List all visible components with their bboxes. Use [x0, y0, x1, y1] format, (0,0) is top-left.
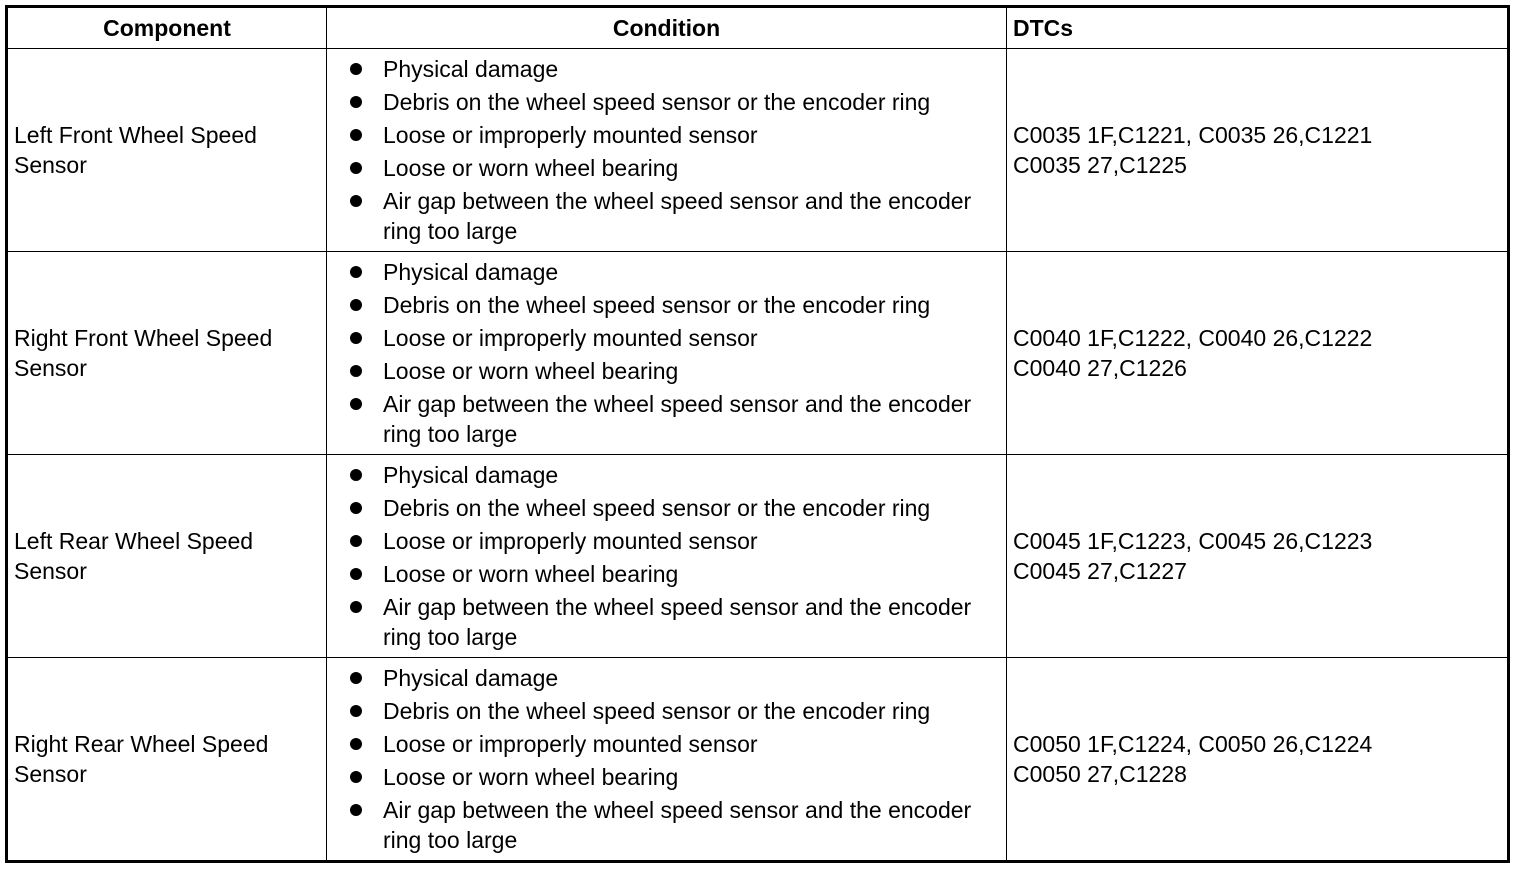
condition-text: Loose or improperly mounted sensor	[383, 121, 758, 148]
condition-item	[383, 493, 1006, 523]
condition-cell	[327, 657, 1007, 861]
component-name-line-1: Right Front Wheel Speed	[14, 324, 273, 351]
condition-text: Loose or worn wheel bearing	[383, 560, 679, 587]
table-row-3	[7, 454, 1509, 657]
condition-item	[383, 526, 1006, 556]
bullet-icon	[350, 738, 362, 750]
header-row	[7, 7, 1509, 49]
condition-item	[383, 795, 1006, 855]
condition-item	[383, 87, 1006, 117]
condition-text: Air gap between the wheel speed sensor and the encoder ring too large	[383, 796, 972, 853]
header-component: Component	[7, 7, 327, 49]
component-name-line-1: Left Rear Wheel Speed	[14, 527, 254, 554]
bullet-icon	[350, 705, 362, 717]
bullet-icon	[350, 804, 362, 816]
dtc-line-1: C0045 1F,C1223, C0045 26,C1223	[1013, 527, 1373, 554]
bullet-icon	[350, 601, 362, 613]
header-condition: Condition	[327, 7, 1007, 49]
component-name-line-2: Sensor	[14, 151, 87, 178]
condition-text: Loose or worn wheel bearing	[383, 154, 679, 181]
condition-text: Debris on the wheel speed sensor or the encoder ring	[383, 494, 931, 521]
condition-text: Debris on the wheel speed sensor or the encoder ring	[383, 697, 931, 724]
dtc-cell	[1007, 251, 1509, 454]
component-cell	[7, 657, 327, 861]
condition-text: Loose or improperly mounted sensor	[383, 324, 758, 351]
dtc-line-2: C0035 27,C1225	[1013, 151, 1187, 178]
condition-item	[383, 559, 1006, 589]
bullet-icon	[350, 63, 362, 75]
condition-item	[383, 729, 1006, 759]
bullet-icon	[350, 469, 362, 481]
condition-text: Physical damage	[383, 258, 559, 285]
bullet-icon	[350, 266, 362, 278]
condition-text: Debris on the wheel speed sensor or the encoder ring	[383, 291, 931, 318]
table-row-4	[7, 657, 1509, 861]
condition-item	[383, 389, 1006, 449]
condition-text: Loose or improperly mounted sensor	[383, 527, 758, 554]
bullet-icon	[350, 568, 362, 580]
condition-item	[383, 54, 1006, 84]
dtc-line-2: C0045 27,C1227	[1013, 557, 1187, 584]
condition-item	[383, 663, 1006, 693]
condition-cell	[327, 454, 1007, 657]
condition-text: Loose or worn wheel bearing	[383, 763, 679, 790]
component-name-line-1: Right Rear Wheel Speed	[14, 730, 269, 757]
component-name-line-2: Sensor	[14, 354, 87, 381]
condition-item	[383, 323, 1006, 353]
condition-cell	[327, 251, 1007, 454]
bullet-icon	[350, 299, 362, 311]
bullet-icon	[350, 162, 362, 174]
component-cell	[7, 49, 327, 252]
bullet-icon	[350, 195, 362, 207]
condition-item	[383, 762, 1006, 792]
condition-text: Air gap between the wheel speed sensor and the encoder ring too large	[383, 390, 972, 447]
condition-list	[327, 460, 1006, 652]
condition-list	[327, 257, 1006, 449]
condition-item	[383, 460, 1006, 490]
condition-cell	[327, 49, 1007, 252]
dtc-line-2: C0040 27,C1226	[1013, 354, 1187, 381]
dtc-cell	[1007, 49, 1509, 252]
condition-list	[327, 663, 1006, 855]
dtc-line-1: C0040 1F,C1222, C0040 26,C1222	[1013, 324, 1373, 351]
condition-item	[383, 290, 1006, 320]
condition-text: Physical damage	[383, 461, 559, 488]
diagnostic-table	[5, 5, 1510, 863]
condition-item	[383, 186, 1006, 246]
bullet-icon	[350, 502, 362, 514]
condition-text: Debris on the wheel speed sensor or the encoder ring	[383, 88, 931, 115]
condition-text: Air gap between the wheel speed sensor and the encoder ring too large	[383, 187, 972, 244]
component-name-line-2: Sensor	[14, 557, 87, 584]
condition-text: Loose or improperly mounted sensor	[383, 730, 758, 757]
bullet-icon	[350, 672, 362, 684]
dtc-cell	[1007, 657, 1509, 861]
bullet-icon	[350, 129, 362, 141]
header-dtcs: DTCs	[1007, 7, 1509, 49]
bullet-icon	[350, 398, 362, 410]
component-name-line-1: Left Front Wheel Speed	[14, 121, 257, 148]
condition-item	[383, 356, 1006, 386]
condition-text: Physical damage	[383, 664, 559, 691]
bullet-icon	[350, 96, 362, 108]
condition-item	[383, 120, 1006, 150]
bullet-icon	[350, 365, 362, 377]
bullet-icon	[350, 332, 362, 344]
condition-item	[383, 696, 1006, 726]
condition-text: Loose or worn wheel bearing	[383, 357, 679, 384]
condition-item	[383, 592, 1006, 652]
condition-item	[383, 153, 1006, 183]
dtc-line-1: C0050 1F,C1224, C0050 26,C1224	[1013, 730, 1373, 757]
component-cell	[7, 454, 327, 657]
component-cell	[7, 251, 327, 454]
component-name-line-2: Sensor	[14, 760, 87, 787]
table-row-1	[7, 49, 1509, 252]
table-body	[7, 49, 1509, 862]
bullet-icon	[350, 771, 362, 783]
dtc-line-1: C0035 1F,C1221, C0035 26,C1221	[1013, 121, 1373, 148]
dtc-line-2: C0050 27,C1228	[1013, 760, 1187, 787]
condition-list	[327, 54, 1006, 246]
condition-item	[383, 257, 1006, 287]
condition-text: Air gap between the wheel speed sensor and the encoder ring too large	[383, 593, 972, 650]
bullet-icon	[350, 535, 362, 547]
table-row-2	[7, 251, 1509, 454]
dtc-cell	[1007, 454, 1509, 657]
condition-text: Physical damage	[383, 55, 559, 82]
